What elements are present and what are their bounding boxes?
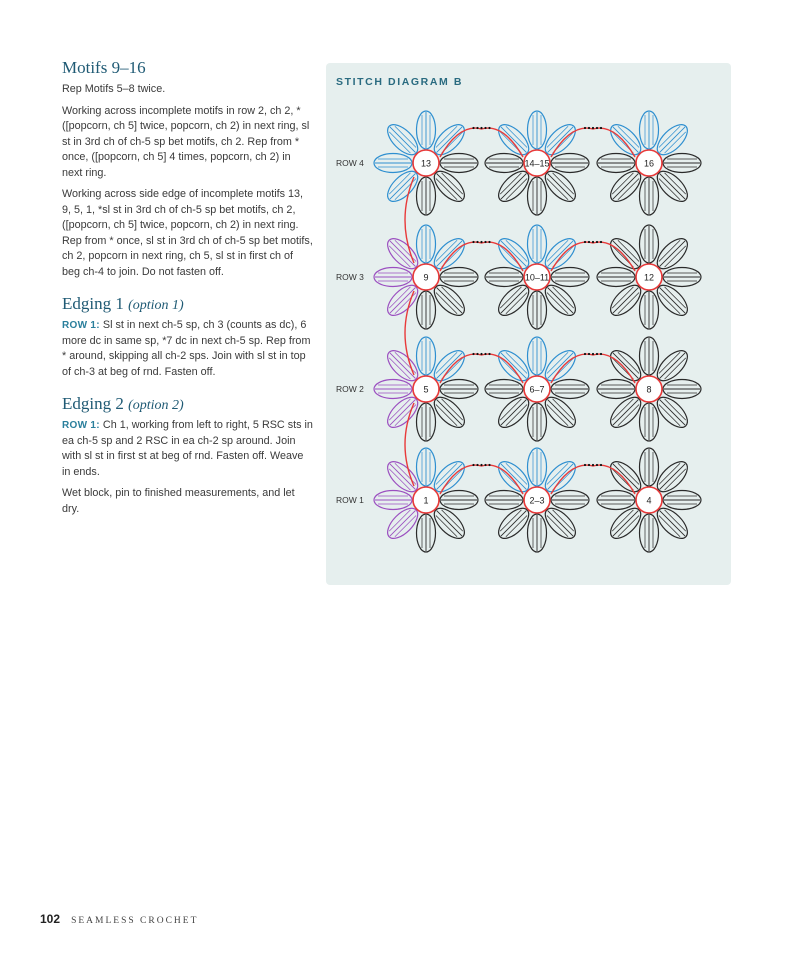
- petal: [528, 291, 547, 329]
- row-label: ROW 4: [336, 158, 364, 168]
- petal: [597, 154, 635, 173]
- slip-stitch-mark: [588, 127, 590, 129]
- motif-number: 13: [420, 158, 432, 169]
- edging2-text: Ch 1, working from left to right, 5 RSC sts in ea ch-5 sp and 2 RSC in ea ch-2 sp around. Join with sl st in first st at beg of rnd. Fasten off. Weave in ends.: [62, 419, 313, 478]
- slip-stitch-mark: [476, 464, 478, 466]
- page-footer: [40, 912, 198, 926]
- petal: [528, 177, 547, 215]
- petal: [663, 491, 701, 510]
- motif: [485, 337, 589, 441]
- petal: [640, 225, 659, 263]
- slip-stitch-mark: [480, 464, 482, 466]
- motif-number: 2–3: [529, 495, 545, 506]
- petal: [440, 154, 478, 173]
- petal: [528, 448, 547, 486]
- slip-stitch-mark: [600, 464, 602, 466]
- slip-stitch-mark: [600, 127, 602, 129]
- petal: [417, 514, 436, 552]
- petal: [528, 337, 547, 375]
- petal: [663, 380, 701, 399]
- slip-stitch-mark: [476, 353, 478, 355]
- edging1-row-label: ROW 1:: [62, 320, 100, 331]
- motifs-para-3: Working across side edge of incomplete motifs 13, 9, 5, 1, *sl st in 3rd ch of ch-5 sp bet motifs, ch 2, ([popcorn, ch 5] twice, popcorn, ch 2) in next ring. Rep from * once, sl st in 3rd ch of ch-5 sp bet motifs, ch 2, popcorn in next ring, ch 5, sl st in first ch of beg ch-4 to join. Do not fasten off.: [62, 188, 313, 278]
- petal: [374, 154, 412, 173]
- motif: [485, 111, 589, 215]
- motifs-para-1: Rep Motifs 5–8 twice.: [62, 83, 166, 95]
- petal: [440, 268, 478, 287]
- motif-number: 1: [423, 495, 429, 506]
- slip-stitch-mark: [472, 464, 474, 466]
- petal: [597, 380, 635, 399]
- petal: [374, 380, 412, 399]
- petal: [663, 268, 701, 287]
- motifs-title: Motifs 9–16: [62, 58, 146, 77]
- edging1-option: (option 1): [128, 298, 184, 313]
- slip-stitch-mark: [472, 353, 474, 355]
- motif: [597, 111, 701, 215]
- petal: [417, 403, 436, 441]
- motif: [374, 225, 478, 329]
- petal: [528, 225, 547, 263]
- slip-stitch-mark: [480, 353, 482, 355]
- motif: [374, 448, 478, 552]
- diagram-title: STITCH DIAGRAM B: [336, 76, 464, 88]
- instructions-column: [62, 58, 314, 523]
- petal: [485, 154, 523, 173]
- slip-stitch-mark: [596, 353, 598, 355]
- edging2-title: [62, 394, 314, 414]
- edging2-finish: Wet block, pin to finished measurements, and let dry.: [62, 487, 295, 515]
- petal: [663, 154, 701, 173]
- motif: [597, 448, 701, 552]
- slip-stitch-mark: [476, 241, 478, 243]
- slip-stitch-mark: [472, 241, 474, 243]
- edging2-para: [62, 418, 314, 480]
- petal: [485, 268, 523, 287]
- slip-stitch-mark: [592, 241, 594, 243]
- edging1-title-text: Edging 1: [62, 294, 124, 313]
- motif-number: 16: [643, 158, 655, 169]
- slip-stitch-mark: [476, 127, 478, 129]
- petal: [551, 154, 589, 173]
- motif-number: 6–7: [529, 384, 545, 395]
- petal: [640, 177, 659, 215]
- slip-stitch-mark: [588, 241, 590, 243]
- slip-stitch-mark: [588, 353, 590, 355]
- petal: [597, 268, 635, 287]
- motif-number: 8: [646, 384, 652, 395]
- motif-number: 9: [423, 272, 429, 283]
- slip-stitch-mark: [584, 241, 586, 243]
- slip-stitch-mark: [484, 353, 486, 355]
- petal: [417, 337, 436, 375]
- row-label: ROW 1: [336, 495, 364, 505]
- petal: [417, 448, 436, 486]
- row-label: ROW 3: [336, 272, 364, 282]
- motif: [485, 225, 589, 329]
- petal: [640, 111, 659, 149]
- petal: [528, 514, 547, 552]
- slip-stitch-mark: [484, 464, 486, 466]
- page-number: 102: [40, 912, 61, 926]
- petal: [417, 111, 436, 149]
- petal: [597, 491, 635, 510]
- edging1-title: [62, 294, 314, 314]
- petal: [485, 380, 523, 399]
- slip-stitch-mark: [592, 464, 594, 466]
- slip-stitch-mark: [484, 127, 486, 129]
- petal: [417, 291, 436, 329]
- stitch-diagram: [326, 63, 731, 585]
- slip-stitch-mark: [484, 241, 486, 243]
- slip-stitch-mark: [596, 464, 598, 466]
- petal: [640, 448, 659, 486]
- motif-number: 12: [643, 272, 655, 283]
- motif: [374, 337, 478, 441]
- slip-stitch-mark: [480, 241, 482, 243]
- petal: [551, 491, 589, 510]
- edging2-title-text: Edging 2: [62, 394, 124, 413]
- slip-stitch-mark: [488, 127, 490, 129]
- motif: [597, 337, 701, 441]
- motif: [597, 225, 701, 329]
- petal: [640, 514, 659, 552]
- petal: [440, 380, 478, 399]
- petal: [551, 380, 589, 399]
- slip-stitch-mark: [584, 353, 586, 355]
- slip-stitch-mark: [600, 241, 602, 243]
- petal: [528, 403, 547, 441]
- petal: [374, 491, 412, 510]
- motif: [374, 111, 478, 215]
- petal: [485, 491, 523, 510]
- petal: [440, 491, 478, 510]
- petal: [640, 291, 659, 329]
- motif: [485, 448, 589, 552]
- motif-number: 4: [646, 495, 652, 506]
- motif-number: 10–11: [524, 272, 550, 283]
- petal: [528, 111, 547, 149]
- slip-stitch-mark: [596, 241, 598, 243]
- slip-stitch-mark: [584, 464, 586, 466]
- motif-number: 14–15: [524, 158, 550, 169]
- petal: [417, 225, 436, 263]
- petal: [417, 177, 436, 215]
- slip-stitch-mark: [588, 464, 590, 466]
- petal: [551, 268, 589, 287]
- slip-stitch-mark: [488, 353, 490, 355]
- slip-stitch-mark: [480, 127, 482, 129]
- slip-stitch-mark: [472, 127, 474, 129]
- slip-stitch-mark: [488, 241, 490, 243]
- petal: [640, 337, 659, 375]
- row-label: ROW 2: [336, 384, 364, 394]
- slip-stitch-mark: [600, 353, 602, 355]
- edging1-text: Sl st in next ch-5 sp, ch 3 (counts as dc), 6 more dc in same sp, *7 dc in next ch-5 sp. Rep from * around, skipping all ch-2 sps. Join with sl st in top of ch-3 at beg of rnd. Fasten off.: [62, 319, 311, 378]
- book-title: SEAMLESS CROCHET: [71, 916, 199, 926]
- edging2-option: (option 2): [128, 398, 184, 413]
- edging1-para: [62, 318, 314, 380]
- motifs-para-2: Working across incomplete motifs in row 2, ch 2, *([popcorn, ch 5] twice, popcorn, ch 2) in next ring, sl st in 3rd ch of ch-5 sp bet motifs, ch 2. Rep from * once, ([popcorn, ch 5] 4 times, popcorn, ch 2) in next ring.: [62, 104, 310, 179]
- slip-stitch-mark: [592, 353, 594, 355]
- slip-stitch-mark: [584, 127, 586, 129]
- edging2-row-label: ROW 1:: [62, 420, 100, 431]
- slip-stitch-mark: [592, 127, 594, 129]
- slip-stitch-mark: [488, 464, 490, 466]
- motif-number: 5: [423, 384, 429, 395]
- petal: [374, 268, 412, 287]
- slip-stitch-mark: [596, 127, 598, 129]
- petal: [640, 403, 659, 441]
